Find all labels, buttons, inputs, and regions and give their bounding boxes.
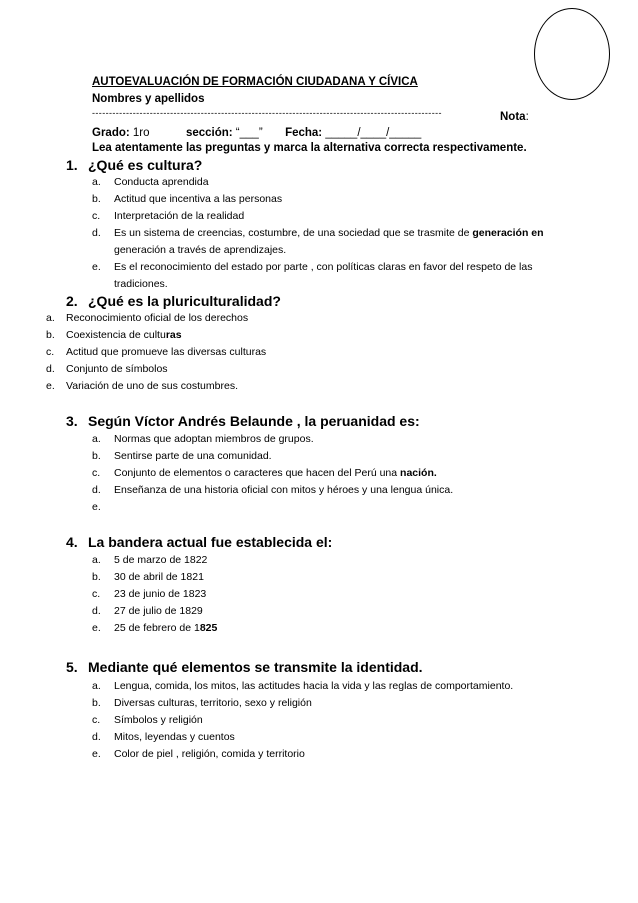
option[interactable]: d. Es un sistema de creencias, costumbre, de una sociedad que se trasmite de generación en generación a través de aprendizajes.	[92, 227, 544, 256]
seccion-label: sección:	[185, 127, 233, 139]
option[interactable]: c. 23 de junio de 1823	[92, 588, 207, 600]
question-4: 4. La bandera actual fue establecida el:	[66, 534, 333, 550]
question-4-options	[92, 552, 392, 637]
option[interactable]: c. Interpretación de la realidad	[92, 210, 245, 222]
grade-line	[92, 127, 421, 139]
seccion-value: “___”	[232, 127, 263, 139]
names-label: Nombres y apellidos	[92, 93, 205, 105]
question-3: 3. Según Víctor Andrés Belaunde , la peruanidad es:	[66, 413, 420, 429]
option[interactable]: e. Color de piel , religión, comida y territorio	[92, 748, 305, 760]
question-2-options	[46, 310, 366, 395]
grado-value: 1ro	[129, 127, 150, 139]
option[interactable]: d. Conjunto de símbolos	[46, 363, 168, 375]
option[interactable]: b. 30 de abril de 1821	[92, 571, 204, 583]
option[interactable]: b. Coexistencia de culturas	[46, 329, 182, 341]
instructions: Lea atentamente las preguntas y marca la alternativa correcta respectivamente.	[92, 142, 527, 154]
nota-label: Nota:	[500, 111, 529, 123]
option[interactable]: c. Símbolos y religión	[92, 714, 203, 726]
option[interactable]: b. Actitud que incentiva a las personas	[92, 193, 283, 205]
option[interactable]: c. Actitud que promueve las diversas culturas	[46, 346, 267, 358]
fecha-value: _____/____/_____	[322, 127, 422, 139]
option[interactable]: b. Sentirse parte de una comunidad.	[92, 450, 272, 462]
grade-circle	[534, 8, 610, 100]
option[interactable]: d. Mitos, leyendas y cuentos	[92, 731, 235, 743]
question-2: 2. ¿Qué es la pluriculturalidad?	[66, 293, 281, 309]
option[interactable]: b. Diversas culturas, territorio, sexo y religión	[92, 697, 312, 709]
question-5: 5. Mediante qué elementos se transmite la identidad.	[66, 659, 423, 675]
option[interactable]: a. Conducta aprendida	[92, 176, 209, 188]
option[interactable]: a. Normas que adoptan miembros de grupos.	[92, 433, 314, 445]
option[interactable]: a. Lengua, comida, los mitos, las actitudes hacia la vida y las reglas de comportamiento.	[92, 680, 514, 692]
names-line: -------------------------------------------------------------------------------------------------------	[92, 108, 442, 118]
option[interactable]: e. Variación de uno de sus costumbres.	[46, 380, 238, 392]
option[interactable]: e. Es el reconocimiento del estado por parte , con políticas claras en favor del respeto de las tradiciones.	[92, 261, 533, 290]
option[interactable]: e. 25 de febrero de 1825	[92, 622, 218, 634]
grado-label: Grado:	[92, 127, 130, 139]
question-1-options	[92, 174, 552, 293]
option[interactable]: c. Conjunto de elementos o caracteres que hacen del Perú una nación.	[92, 467, 437, 479]
option[interactable]: e.	[92, 501, 101, 513]
option[interactable]: d. 27 de julio de 1829	[92, 605, 203, 617]
exam-title: AUTOEVALUACIÓN DE FORMACIÓN CIUDADANA Y CÍVICA	[92, 76, 418, 88]
option[interactable]: d. Enseñanza de una historia oficial con mitos y héroes y una lengua única.	[92, 484, 454, 496]
question-3-options	[92, 431, 532, 516]
question-5-options	[92, 678, 552, 763]
option[interactable]: a. 5 de marzo de 1822	[92, 554, 208, 566]
option[interactable]: a. Reconocimiento oficial de los derechos	[46, 312, 249, 324]
question-1: 1. ¿Qué es cultura?	[66, 157, 203, 173]
fecha-label: Fecha:	[285, 127, 323, 139]
